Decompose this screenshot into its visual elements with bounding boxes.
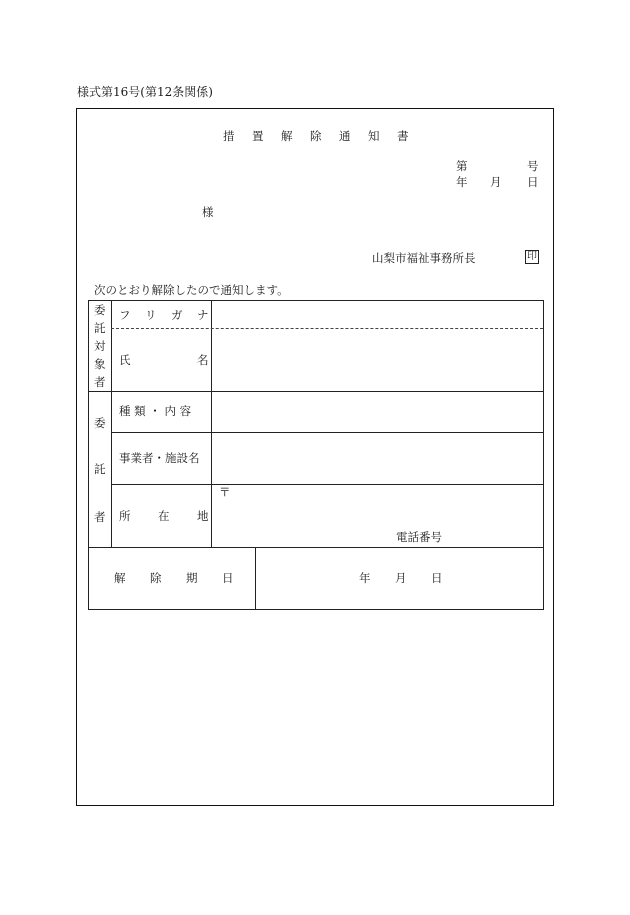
title-char: 通	[339, 129, 351, 143]
addressee-suffix: 様	[202, 205, 214, 219]
title-char: 置	[252, 129, 264, 143]
phone-label: 電話番号	[396, 530, 442, 544]
seal-mark: 印	[527, 251, 537, 262]
cancel-month: 月	[395, 571, 407, 585]
date-year: 年	[456, 175, 468, 189]
intro-text: 次のとおり解除したので通知します。	[94, 283, 289, 297]
table-bottom-border	[88, 609, 544, 610]
table-left-border	[88, 300, 89, 610]
facility-field[interactable]	[212, 433, 543, 484]
cancel-day: 日	[431, 571, 443, 585]
section1-char: 託	[94, 321, 106, 335]
section2-char: 者	[94, 510, 106, 524]
postal-mark: 〒	[219, 485, 231, 499]
row-divider	[88, 547, 544, 548]
form-number: 様式第16号(第12条関係)	[77, 85, 213, 99]
category-column-divider	[111, 300, 112, 547]
section1-char: 委	[94, 303, 106, 317]
furigana-field[interactable]	[212, 301, 543, 328]
location-field[interactable]	[212, 485, 543, 547]
date-month: 月	[490, 175, 502, 189]
cancel-year: 年	[359, 571, 371, 585]
section2-char: 託	[94, 462, 106, 476]
date-day: 日	[527, 175, 539, 189]
name-field[interactable]	[212, 329, 543, 391]
title-char: 解	[281, 129, 293, 143]
doc-number-prefix: 第	[456, 159, 468, 173]
cancel-date-divider	[255, 547, 256, 610]
section1-char: 象	[94, 357, 106, 371]
title-char: 除	[310, 129, 322, 143]
table-right-border	[543, 300, 544, 610]
section1-char: 対	[94, 339, 106, 353]
issuer-name: 山梨市福祉事務所長	[372, 251, 476, 265]
kind-label: 種 類 ・ 内 容	[119, 404, 192, 418]
section2-char: 委	[94, 416, 106, 430]
title-char: 書	[397, 129, 409, 143]
section1-char: 者	[94, 375, 106, 389]
kind-field[interactable]	[212, 392, 543, 432]
doc-number-suffix: 号	[527, 159, 539, 173]
title-char: 知	[368, 129, 380, 143]
facility-label: 事業者・施設名	[119, 451, 200, 465]
title-char: 措	[223, 129, 235, 143]
